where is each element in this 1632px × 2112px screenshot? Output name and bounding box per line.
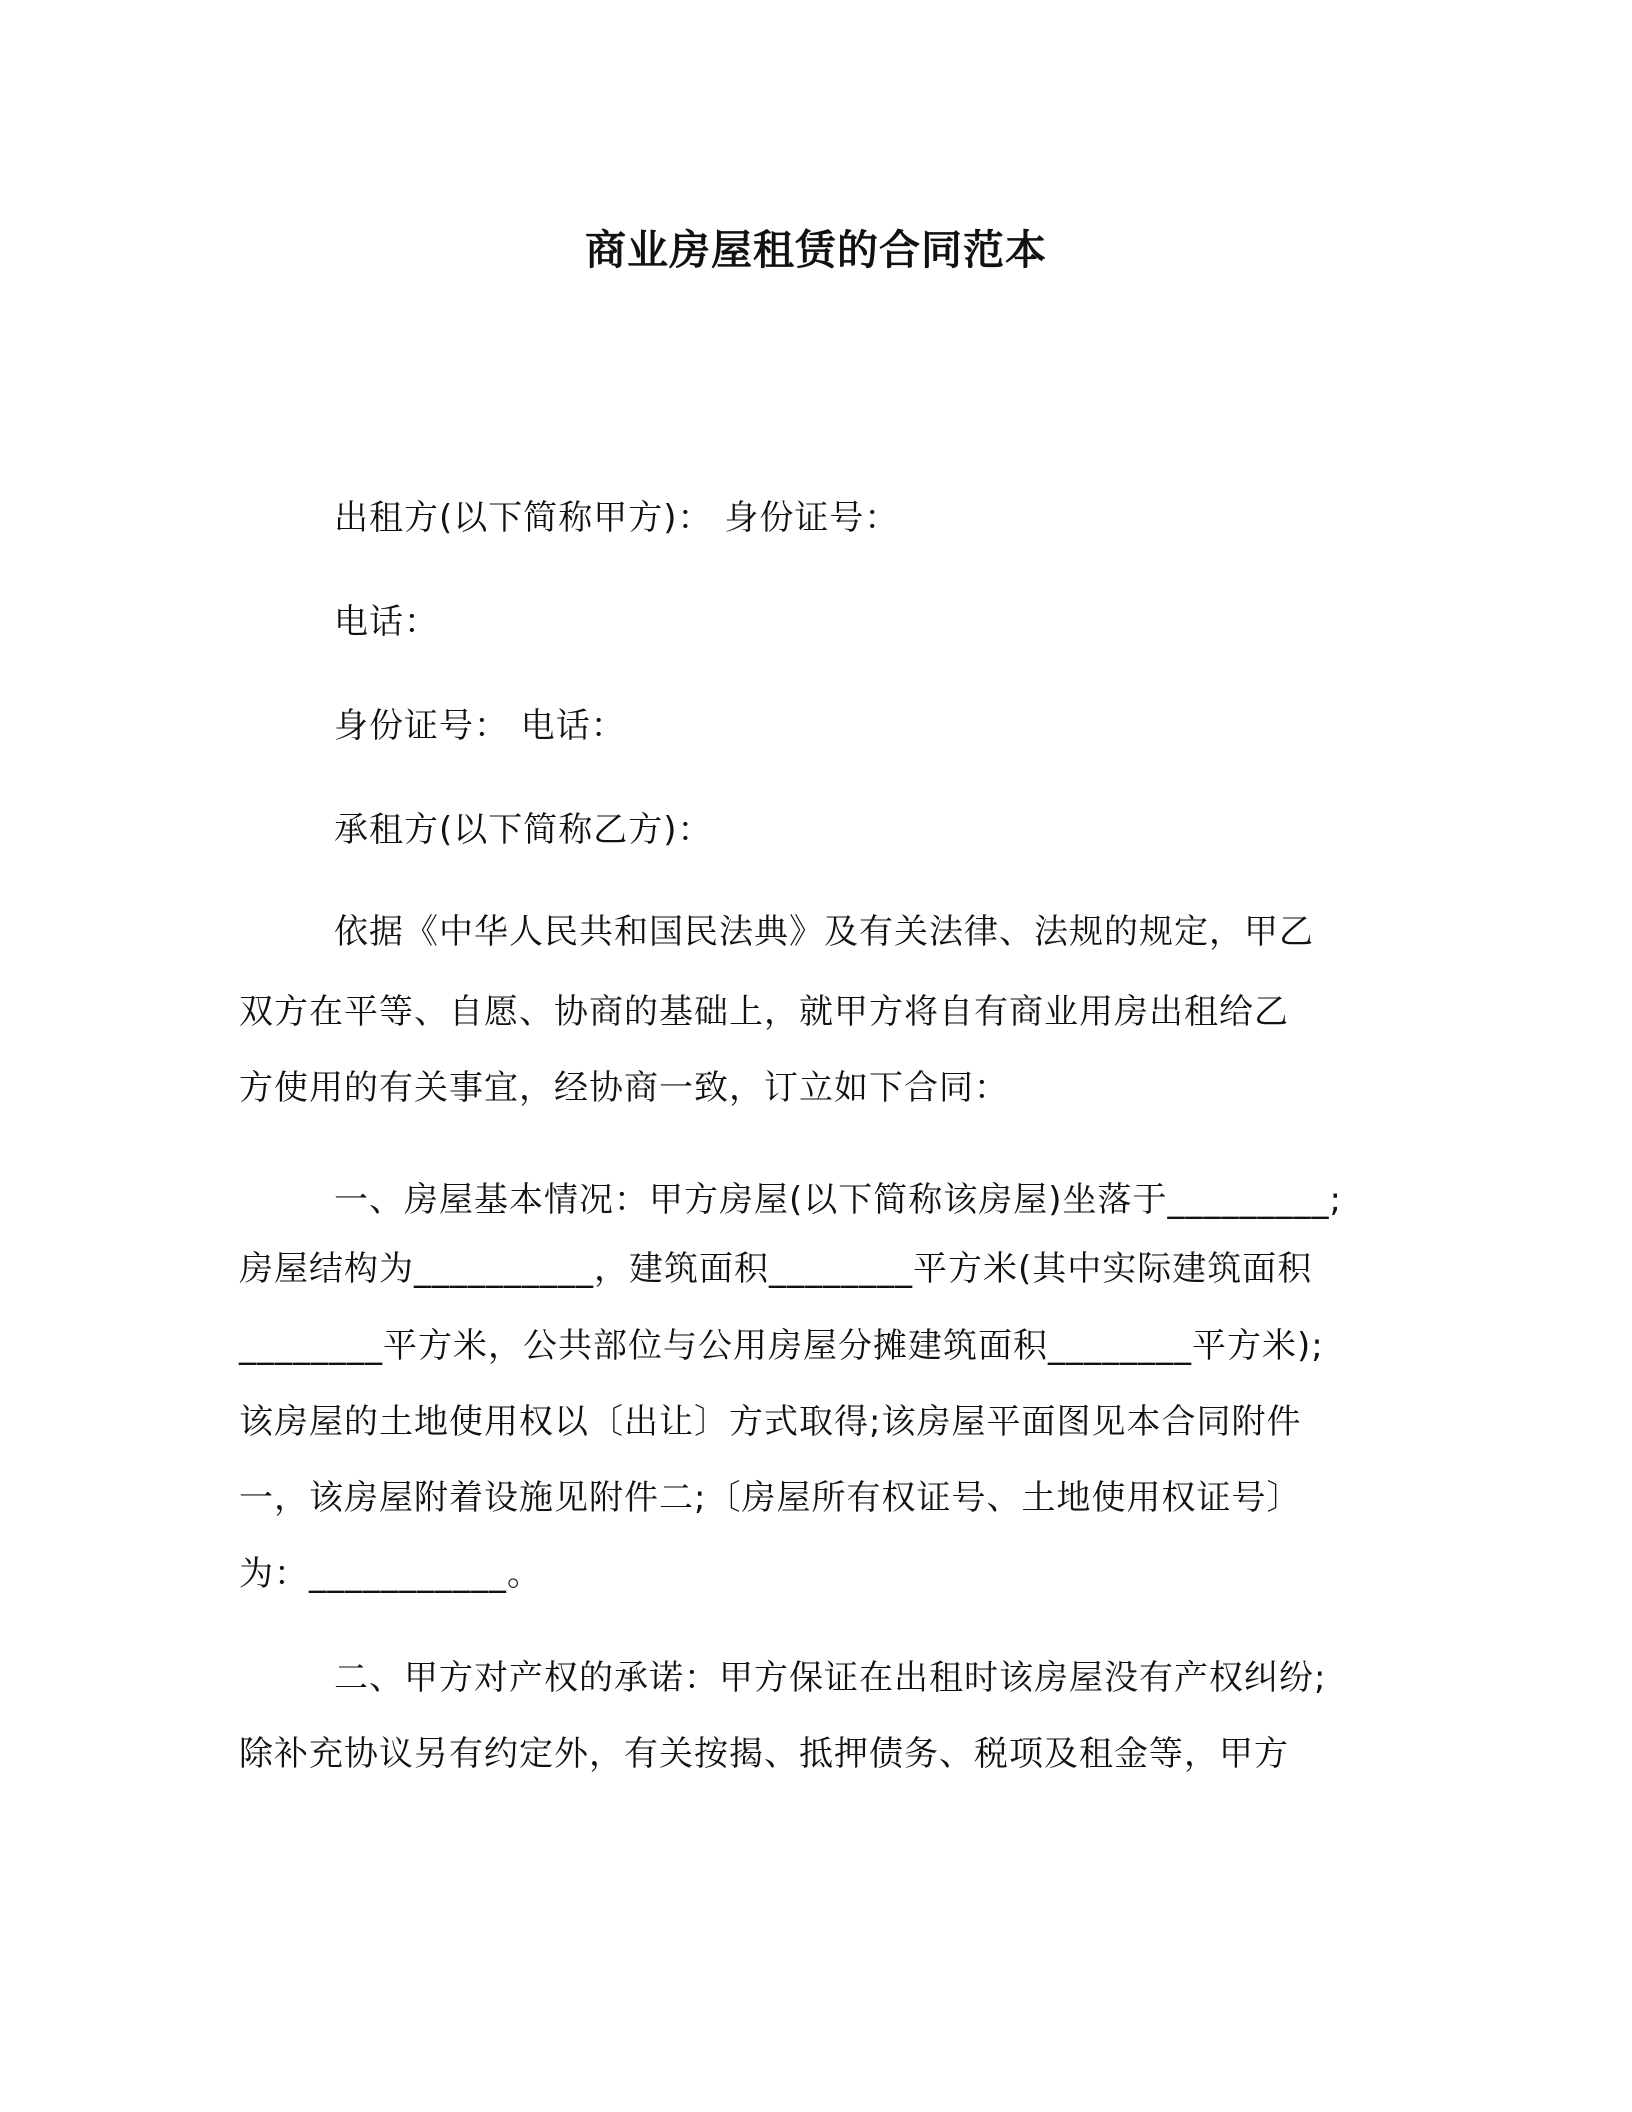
lessee-line: 承租方(以下简称乙方)：: [334, 810, 713, 850]
clause-2-line-1: 二、甲方对产权的承诺：甲方保证在出租时该房屋没有产权纠纷;: [334, 1658, 1327, 1698]
id-phone-line: 身份证号： 电话：: [334, 706, 626, 746]
phone-line: 电话：: [334, 602, 439, 642]
clause-1-line-3: ________平方米，公共部位与公用房屋分摊建筑面积________平方米);: [239, 1326, 1324, 1366]
clause-1-line-2: 房屋结构为__________，建筑面积________平方米(其中实际建筑面积: [239, 1249, 1313, 1289]
clause-2-line-2: 除补充协议另有约定外，有关按揭、抵押债务、税项及租金等，甲方: [239, 1734, 1289, 1774]
clause-1-line-5: 一，该房屋附着设施见附件二;〔房屋所有权证号、土地使用权证号〕: [239, 1478, 1302, 1518]
clause-1-line-6: 为：___________。: [239, 1554, 542, 1594]
document-title: 商业房屋租赁的合同范本: [585, 226, 1047, 274]
clause-1-line-4: 该房屋的土地使用权以〔出让〕方式取得;该房屋平面图见本合同附件: [239, 1402, 1302, 1442]
clause-1-line-1: 一、房屋基本情况：甲方房屋(以下简称该房屋)坐落于_________;: [334, 1180, 1342, 1220]
preamble-line-2: 双方在平等、自愿、协商的基础上，就甲方将自有商业用房出租给乙: [239, 992, 1289, 1032]
lessor-line: 出租方(以下简称甲方)： 身份证号：: [334, 498, 900, 538]
preamble-line-3: 方使用的有关事宜，经协商一致，订立如下合同：: [239, 1068, 1009, 1108]
preamble-line-1: 依据《中华人民共和国民法典》及有关法律、法规的规定，甲乙: [334, 912, 1314, 952]
